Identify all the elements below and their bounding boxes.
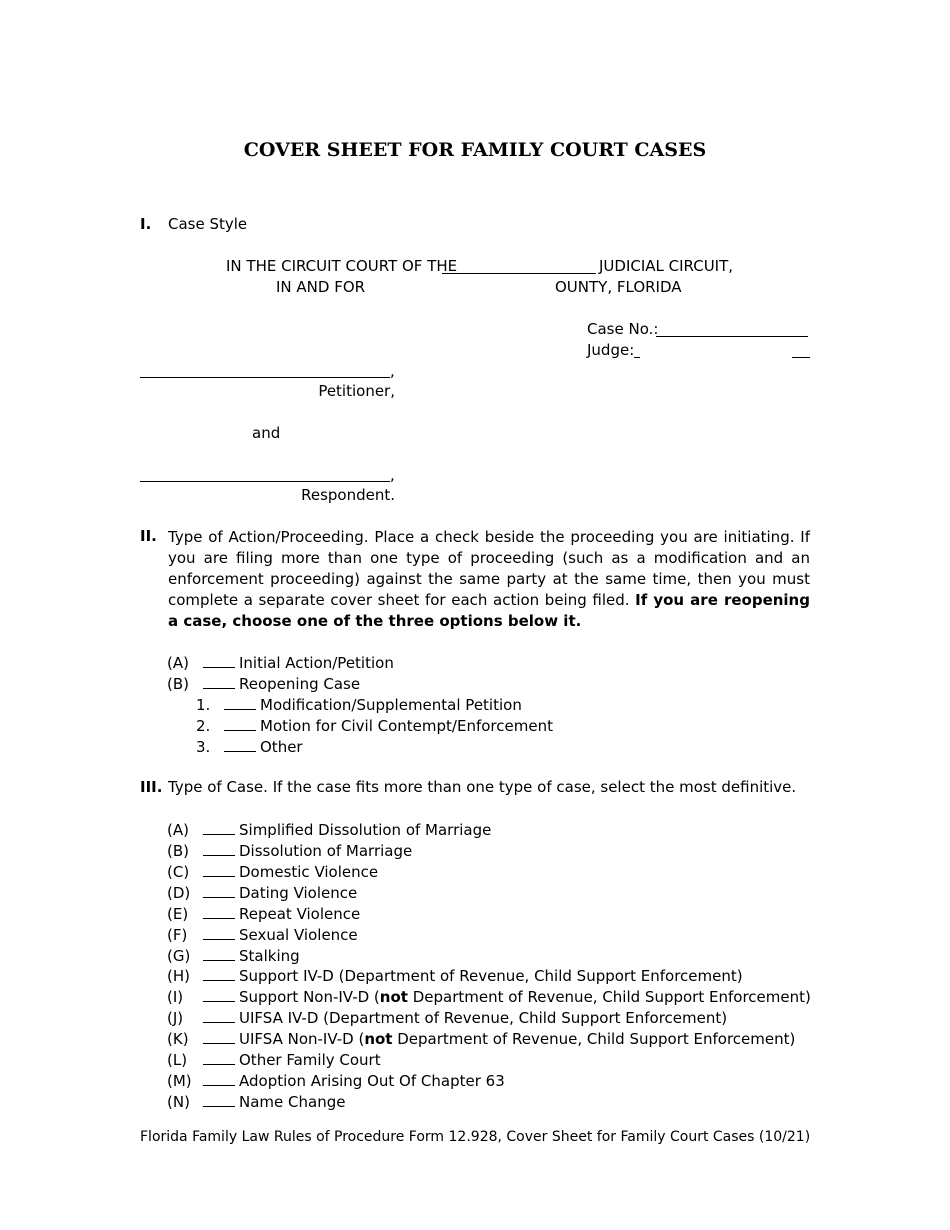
checkbox-blank[interactable] [224, 695, 256, 710]
item-label: (K) [167, 1030, 189, 1048]
and-label: and [252, 424, 281, 442]
item-text: Repeat Violence [239, 905, 361, 923]
section-1-heading: Case Style [168, 215, 248, 233]
item-text: Stalking [239, 947, 300, 965]
item-label: (B) [167, 675, 189, 693]
item-text-pre: Support Non-IV-D ( [239, 988, 380, 1006]
court-line-2-end: OUNTY, FLORIDA [555, 278, 682, 296]
checkbox-blank[interactable] [203, 883, 235, 898]
reopen-item-1 [196, 695, 522, 714]
case-type-item-j [167, 1008, 727, 1027]
item-text-pre: UIFSA Non-IV-D ( [239, 1030, 365, 1048]
case-type-item-h [167, 966, 743, 985]
item-text: Adoption Arising Out Of Chapter 63 [239, 1072, 505, 1090]
item-text: Domestic Violence [239, 863, 379, 881]
case-type-item-e [167, 904, 360, 923]
item-label: (N) [167, 1093, 190, 1111]
court-line-1-end: JUDICIAL CIRCUIT, [599, 257, 734, 275]
page-title: COVER SHEET FOR FAMILY COURT CASES [243, 139, 707, 161]
checkbox-blank[interactable] [203, 946, 235, 961]
checkbox-blank[interactable] [203, 841, 235, 856]
checkbox-blank[interactable] [203, 1092, 235, 1107]
checkbox-blank[interactable] [203, 925, 235, 940]
respondent-label: Respondent. [301, 486, 395, 504]
item-label: (B) [167, 842, 189, 860]
checkbox-blank[interactable] [203, 1071, 235, 1086]
item-label: (D) [167, 884, 191, 902]
case-type-item-d [167, 883, 357, 902]
item-text: UIFSA IV-D (Department of Revenue, Child Support Enforcement) [239, 1009, 728, 1027]
case-type-item-m [167, 1071, 505, 1090]
checkbox-blank[interactable] [203, 674, 235, 689]
item-text: Simplified Dissolution of Marriage [239, 821, 492, 839]
item-label: (M) [167, 1072, 192, 1090]
item-text-bold: not [379, 988, 408, 1006]
checkbox-blank[interactable] [224, 716, 256, 731]
court-line-1-start: IN THE CIRCUIT COURT OF THE [226, 257, 458, 275]
item-label: (E) [167, 905, 189, 923]
action-item-a [167, 653, 394, 672]
item-label: (A) [167, 654, 189, 672]
checkbox-blank[interactable] [203, 904, 235, 919]
case-type-item-l [167, 1050, 381, 1069]
item-text-bold: not [364, 1030, 393, 1048]
item-text: Initial Action/Petition [239, 654, 394, 672]
case-type-item-k [167, 1029, 795, 1048]
case-type-item-f [167, 925, 358, 944]
item-text: Modification/Supplemental Petition [260, 696, 522, 714]
page-footer: Florida Family Law Rules of Procedure Form 12.928, Cover Sheet for Family Court Cases (10/21) [140, 1129, 811, 1145]
item-text: Motion for Civil Contempt/Enforcement [260, 717, 553, 735]
item-label: 1. [196, 696, 211, 714]
petitioner-comma: , [390, 362, 395, 380]
item-text-post: Department of Revenue, Child Support Enforcement) [407, 988, 811, 1006]
section-3-instructions: Type of Case. If the case fits more than one type of case, select the most definitive. [168, 778, 797, 796]
checkbox-blank[interactable] [203, 653, 235, 668]
case-type-item-c [167, 862, 378, 881]
judge-label: Judge: [587, 341, 635, 359]
checkbox-blank[interactable] [203, 987, 235, 1002]
item-label: (C) [167, 863, 190, 881]
petitioner-field[interactable] [140, 377, 390, 378]
item-label: (I) [167, 988, 184, 1006]
item-text: Reopening Case [239, 675, 361, 693]
case-type-item-g [167, 946, 300, 965]
section-2-text: Type of Action/Proceeding. Place a check beside the proceeding you are initiating. If you are filing more than one type of proceeding (such as a modification and an enforcement proceeding) against the same party at the same time, then you must complete a separate cover sheet for each action being filed. [168, 528, 810, 609]
item-label: (A) [167, 821, 189, 839]
item-label: (J) [167, 1009, 184, 1027]
section-1-number: I. [140, 215, 152, 233]
section-3-number: III. [140, 778, 163, 796]
item-text: Other Family Court [239, 1051, 381, 1069]
checkbox-blank[interactable] [203, 862, 235, 877]
checkbox-blank[interactable] [203, 820, 235, 835]
section-2-bold-text: If you are reopening a case, choose one of the three options below it. [168, 591, 810, 630]
item-text: Dissolution of Marriage [239, 842, 413, 860]
item-label: 3. [196, 738, 211, 756]
checkbox-blank[interactable] [203, 1050, 235, 1065]
petitioner-label: Petitioner, [318, 382, 395, 400]
case-type-item-i [167, 987, 811, 1006]
judge-field-end[interactable] [792, 357, 810, 358]
judge-field-start[interactable] [634, 357, 640, 358]
item-label: (F) [167, 926, 188, 944]
case-type-item-b [167, 841, 412, 860]
item-text: Support IV-D (Department of Revenue, Child Support Enforcement) [239, 967, 743, 985]
item-label: (H) [167, 967, 190, 985]
reopen-item-3 [196, 737, 303, 756]
item-text: Name Change [239, 1093, 346, 1111]
case-type-item-a [167, 820, 491, 839]
court-line-2-start: IN AND FOR [276, 278, 366, 296]
section-2-instructions [168, 527, 810, 632]
item-text: Sexual Violence [239, 926, 358, 944]
respondent-comma: , [390, 466, 395, 484]
checkbox-blank[interactable] [203, 966, 235, 981]
case-number-field[interactable] [656, 336, 808, 337]
item-text: Dating Violence [239, 884, 358, 902]
checkbox-blank[interactable] [224, 737, 256, 752]
checkbox-blank[interactable] [203, 1008, 235, 1023]
reopen-item-2 [196, 716, 553, 735]
circuit-field[interactable] [442, 273, 596, 274]
case-number-label: Case No.: [587, 320, 659, 338]
case-type-item-n [167, 1092, 345, 1111]
action-item-b [167, 674, 360, 693]
item-label: 2. [196, 717, 211, 735]
item-label: (G) [167, 947, 191, 965]
section-2-number: II. [140, 527, 157, 545]
item-text-post: Department of Revenue, Child Support Enforcement) [392, 1030, 796, 1048]
item-text: Other [260, 738, 303, 756]
checkbox-blank[interactable] [203, 1029, 235, 1044]
item-label: (L) [167, 1051, 188, 1069]
respondent-field[interactable] [140, 481, 390, 482]
